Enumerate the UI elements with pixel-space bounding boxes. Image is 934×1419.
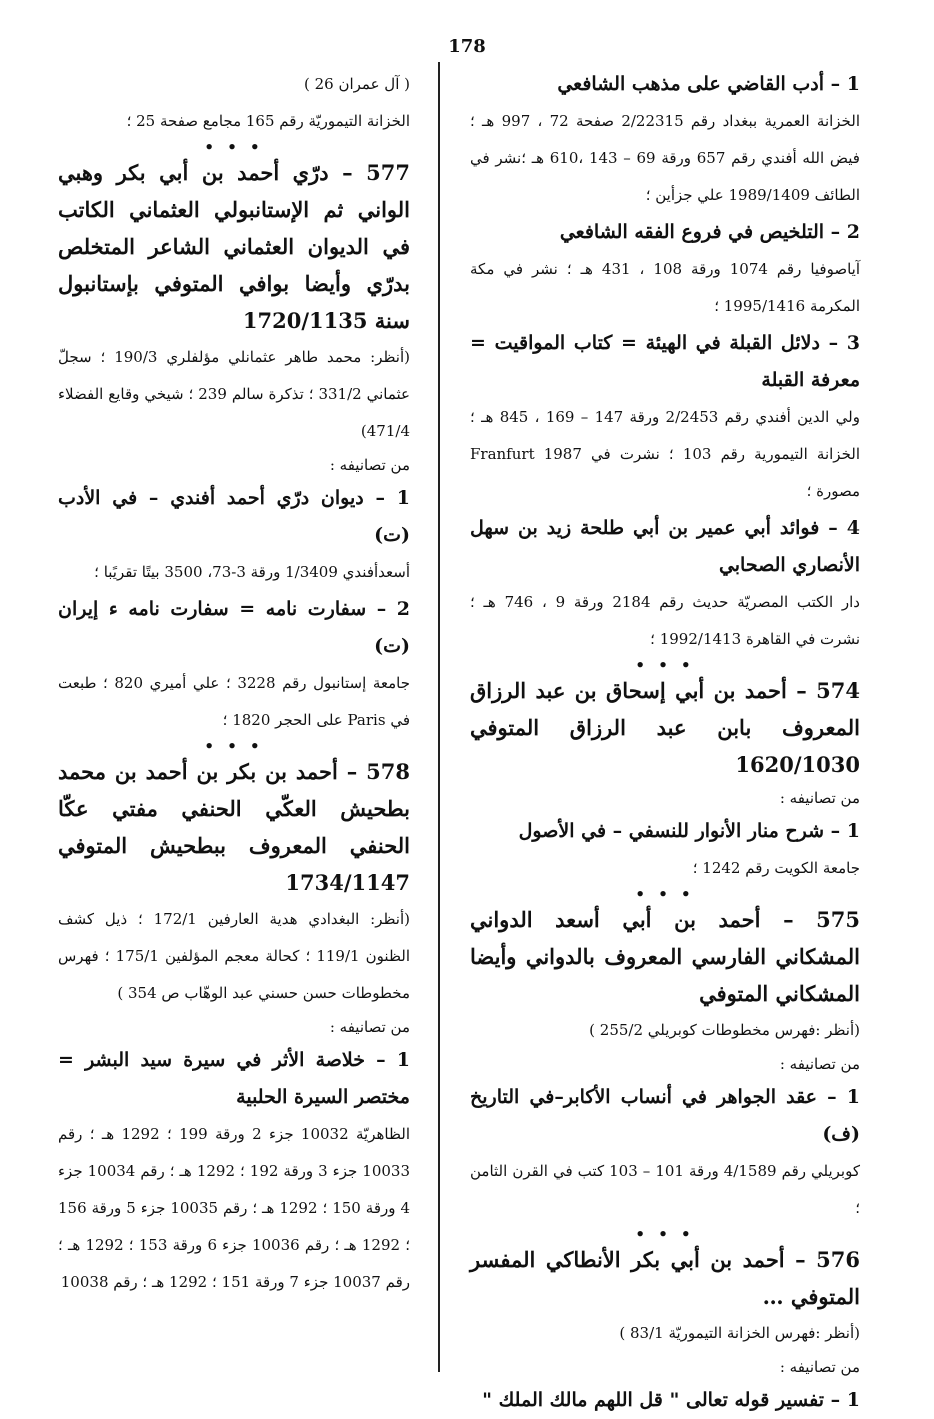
right-works-label: من تصانيفه :: [779, 1055, 860, 1073]
right-entry-title: 1 – شرح منار الأنوار للنسفي – في الأصول: [518, 820, 860, 842]
left-column: [58, 66, 410, 1301]
left-section-separator: • • •: [204, 737, 264, 755]
right-entry-text: جامعة الكويت رقم 1242 ؛: [692, 859, 860, 877]
left-entry-title: 1 – خلاصة الأثر في سيرة سيد البشر = مختصر السيرة الحلبية: [58, 1049, 410, 1108]
left-author-heading: 578 – أحمد بن بكر بن أحمد بن محمد بطحيش العكّي الحنفي مفتي عكّا الحنفي المعروف ببطحيش المتوفي 1734/1147: [58, 759, 410, 895]
left-entry-text: أسعدأفندي 1/3409 ورقة 3-73، 3500 بيتًا تقريًبا ؛: [94, 563, 410, 581]
right-entry-text: آياصوفيا رقم 1074 ورقة 108 ، 431 هـ ؛ نشر في مكة المكرمة 1995/1416 ؛: [470, 260, 860, 315]
left-entry-title: 2 – سفارت نامه = سفارت نامه ء إيران (ت): [58, 598, 410, 657]
right-works-label: من تصانيفه :: [779, 1358, 860, 1376]
right-entry-title: 1 – أدب القاضي على مذهب الشافعي: [557, 73, 860, 95]
column-divider: [438, 62, 440, 1372]
right-entry-text: الخزانة العمرية ببغداد رقم 2/22315 صفحة 72 ، 997 هـ ؛ فيض الله أفندي رقم 657 ورقة 69 – 143 ،610 هـ ؛نشر في الطائف 1989/1409 علي جزأين ؛: [470, 112, 860, 204]
left-entry-text: (أنظر: محمد طاهر عثمانلي مؤلفلري 190/3 ؛ سجلّ عثماني 331/2 ؛ تذكرة سالم 239 ؛ شيخي وقايع الفضلاء 471/4): [58, 348, 411, 440]
right-author-heading: 574 – أحمد بن أبي إسحاق بن عبد الرزاق المعروف بابن عبد الرزاق المتوفي 1620/1030: [470, 678, 860, 777]
right-section-separator: • • •: [635, 1225, 695, 1243]
right-section-separator: • • •: [635, 656, 695, 674]
right-author-heading: 576 – أحمد بن أبي بكر الأنطاكي المفسر المتوفي …: [470, 1247, 860, 1309]
page-number: 178: [448, 36, 486, 57]
left-entry-text: الخزانة التيموريّة رقم 165 مجامع صفحة 25 ؛: [126, 112, 410, 130]
left-entry-text: ( آل عمران 26 ): [303, 75, 410, 93]
right-entry-text: (أنظر :فهرس الخزانة التيموريّة 83/1 ): [619, 1324, 860, 1342]
right-entry-title: 2 – التلخيص في فروع الفقه الشافعي: [559, 221, 860, 243]
right-author-heading: 575 – أحمد بن أبي أسعد الدواني المشكاني الفارسي المعروف بالدواني وأيضا المشكاني المتوفي: [470, 907, 860, 1006]
right-entry-title: 3 – دلائل القبلة في الهيئة = كتاب المواقيت = معرفة القبلة: [470, 332, 860, 391]
left-works-label: من تصانيفه :: [329, 456, 410, 474]
right-entry-title: 1 – تفسير قوله تعالى " قل اللهم مالك الملك ": [482, 1389, 860, 1411]
right-entry-title: 1 – عقد الجواهر في أنساب الأكابر–في التاريخ (ف): [470, 1086, 860, 1145]
right-works-label: من تصانيفه :: [779, 789, 860, 807]
left-section-separator: • • •: [204, 138, 264, 156]
right-entry-text: كوبريلي رقم 4/1589 ورقة 101 – 103 كتب في القرن الثامن ؛: [470, 1162, 860, 1217]
left-entry-text: الظاهريّة 10032 جزء 2 ورقة 199 ؛ 1292 هـ ؛ رقم 10033 جزء 3 ورقة 192 ؛ 1292 هـ ؛ رقم 10034 جزء 4 ورقة 150 ؛ 1292 هـ ؛ رقم 10035 جزء 5 ورقة 156 ؛ 1292 هـ ؛ رقم 10036 جزء 6 ورقة 153 ؛ 1292 هـ ؛ رقم 10037 جزء 7 ورقة 151 ؛ 1292 هـ ؛ رقم 10038: [58, 1125, 411, 1291]
left-entry-text: جامعة إستانبول رقم 3228 ؛ علي أميري 820 ؛ طبعت في Paris على الحجر 1820 ؛: [58, 674, 410, 729]
left-author-heading: 577 – درّي أحمد بن أبي بكر وهبي الواني ثم الإستانبولي العثماني الكاتب في الديوان العثماني الشاعر المتخلص بدرّي وأيضا بوافي المتوفي بإستانبول سنة 1720/1135: [58, 160, 410, 333]
left-works-label: من تصانيفه :: [329, 1018, 410, 1036]
right-section-separator: • • •: [635, 885, 695, 903]
right-column: [470, 66, 860, 1419]
right-entry-title: 4 – فوائد أبي عمير بن أبي طلحة زيد بن سهل الأنصاري الصحابي: [470, 517, 860, 576]
left-entry-text: (أنظر: البغدادي هدية العارفين 172/1 ؛ ذيل كشف الظنون 119/1 ؛ كحالة معجم المؤلفين 175/1 ؛ فهرس مخطوطات حسن حسني عبد الوهّاب ص 354 ): [58, 910, 410, 1002]
right-entry-text: دار الكتب المصريّة حديث رقم 2184 ورقة 9 ، 746 هـ ؛ نشرت في القاهرة 1992/1413 ؛: [470, 593, 860, 648]
left-entry-title: 1 – ديوان درّي أحمد أفندي – في الأدب (ت): [58, 487, 410, 546]
right-entry-text: ولي الدين أفندي رقم 2/2453 ورقة 147 – 169 ، 845 هـ ؛ الخزانة التيمورية رقم 103 ؛ نشرت في Franfurt 1987 مصورة ؛: [470, 408, 860, 500]
right-entry-text: (أنظر :فهرس مخطوطات كوبريلي 255/2 ): [589, 1021, 860, 1039]
